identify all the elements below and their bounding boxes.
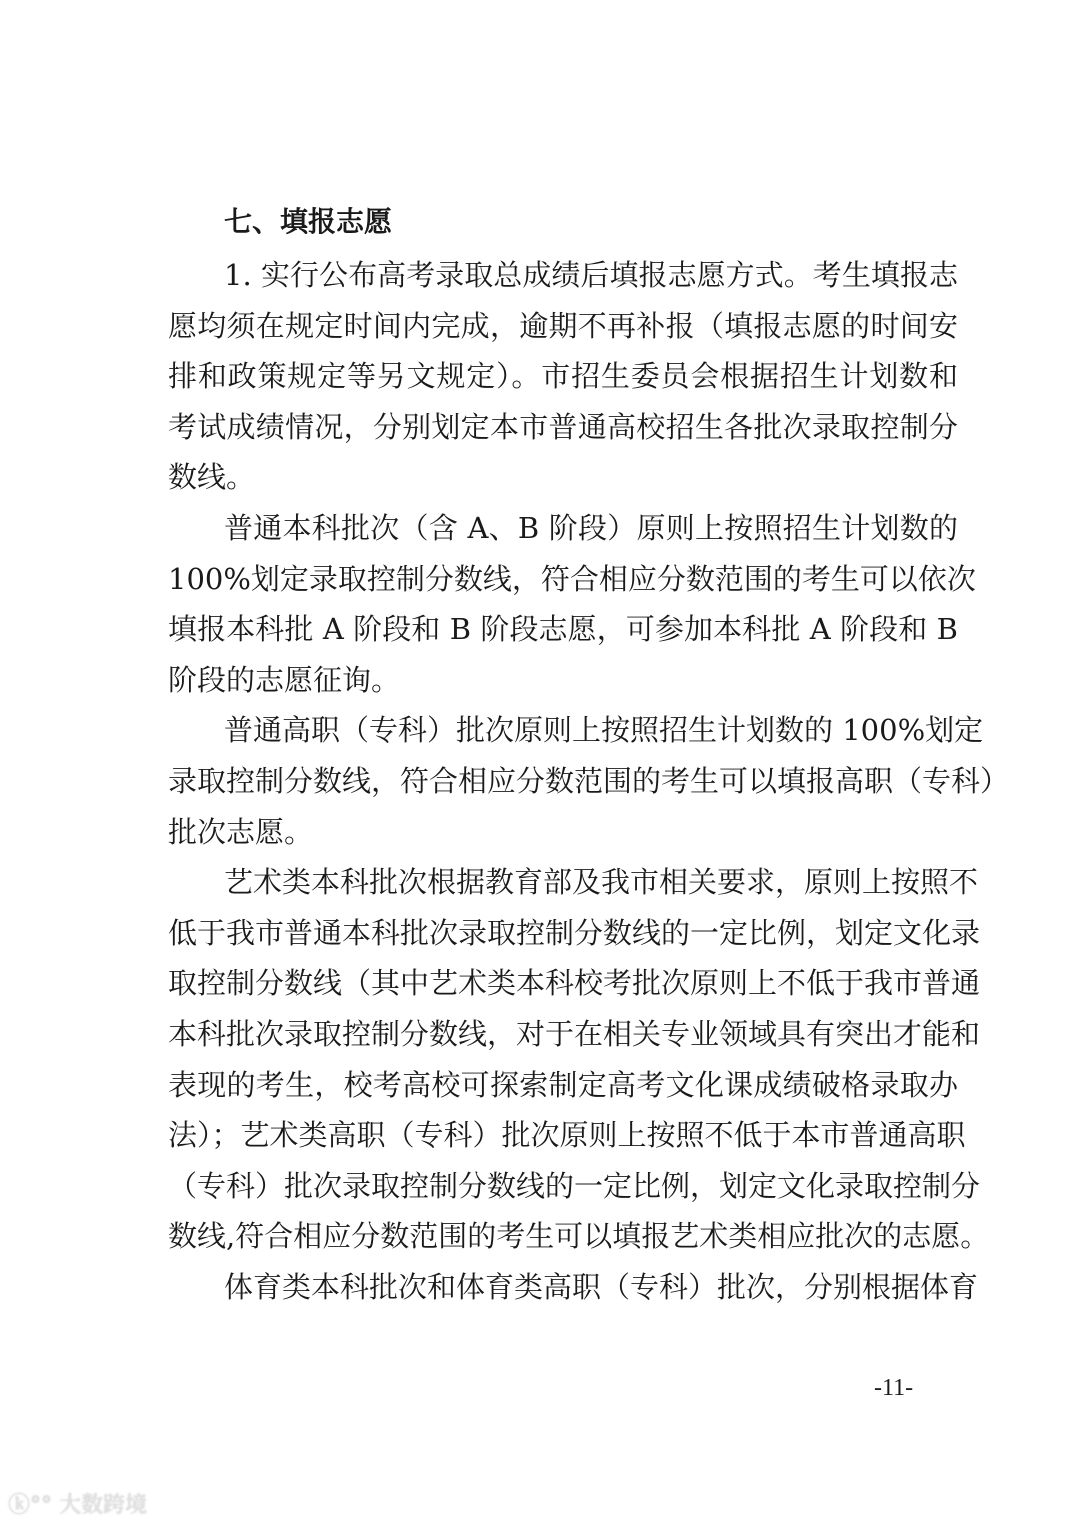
text-line: 填报本科批 A 阶段和 B 阶段志愿，可参加本科批 A 阶段和 B [168, 612, 958, 647]
text-line: 愿均须在规定时间内完成，逾期不再补报（填报志愿的时间安 [168, 308, 958, 343]
page-number: -11- [874, 1375, 914, 1401]
text-line: 批次志愿。 [168, 814, 314, 849]
text-line: 普通本科批次（含 A、B 阶段）原则上按照招生计划数的 [224, 510, 958, 545]
watermark-text: 大数跨境 [59, 1493, 148, 1518]
text-line: 录取控制分数线，符合相应分数范围的考生可以填报高职（专科） [168, 763, 1010, 798]
watermark-logo [8, 1488, 147, 1519]
text-line: 100%划定录取控制分数线，符合相应分数范围的考生可以依次 [168, 561, 976, 596]
text-line: 法）；艺术类高职（专科）批次原则上按照不低于本市普通高职 [168, 1118, 966, 1153]
text-line: 体育类本科批次和体育类高职（专科）批次，分别根据体育 [224, 1269, 979, 1304]
text-line: 艺术类本科批次根据教育部及我市相关要求，原则上按照不 [224, 865, 979, 900]
text-line: 阶段的志愿征询。 [168, 662, 401, 697]
body-text [168, 250, 1010, 1312]
text-line: 表现的考生，校考高校可探索制定高考文化课成绩破格录取办 [168, 1067, 958, 1102]
text-line: 取控制分数线（其中艺术类本科校考批次原则上不低于我市普通 [168, 966, 981, 1001]
text-line: 考试成绩情况，分别划定本市普通高校招生各批次录取控制分 [168, 409, 958, 444]
section-heading: 七、填报志愿 [224, 205, 393, 238]
text-line: （专科）批次录取控制分数线的一定比例，划定文化录取控制分 [168, 1168, 981, 1203]
text-line: 低于我市普通本科批次录取控制分数线的一定比例，划定文化录 [168, 915, 981, 950]
text-line: 数线。 [168, 460, 256, 495]
text-line: 普通高职（专科）批次原则上按照招生计划数的 100%划定 [224, 713, 984, 748]
text-line: 排和政策规定等另文规定）。市招生委员会根据招生计划数和 [168, 359, 958, 394]
text-line: 数线,符合相应分数范围的考生可以填报艺术类相应批次的志愿。 [168, 1219, 990, 1254]
watermark-icon: ⓚ°° [8, 1493, 53, 1518]
text-line: 1. 实行公布高考录取总成绩后填报志愿方式。考生填报志 [224, 258, 958, 292]
text-line: 本科批次录取控制分数线，对于在相关专业领域具有突出才能和 [168, 1016, 981, 1051]
